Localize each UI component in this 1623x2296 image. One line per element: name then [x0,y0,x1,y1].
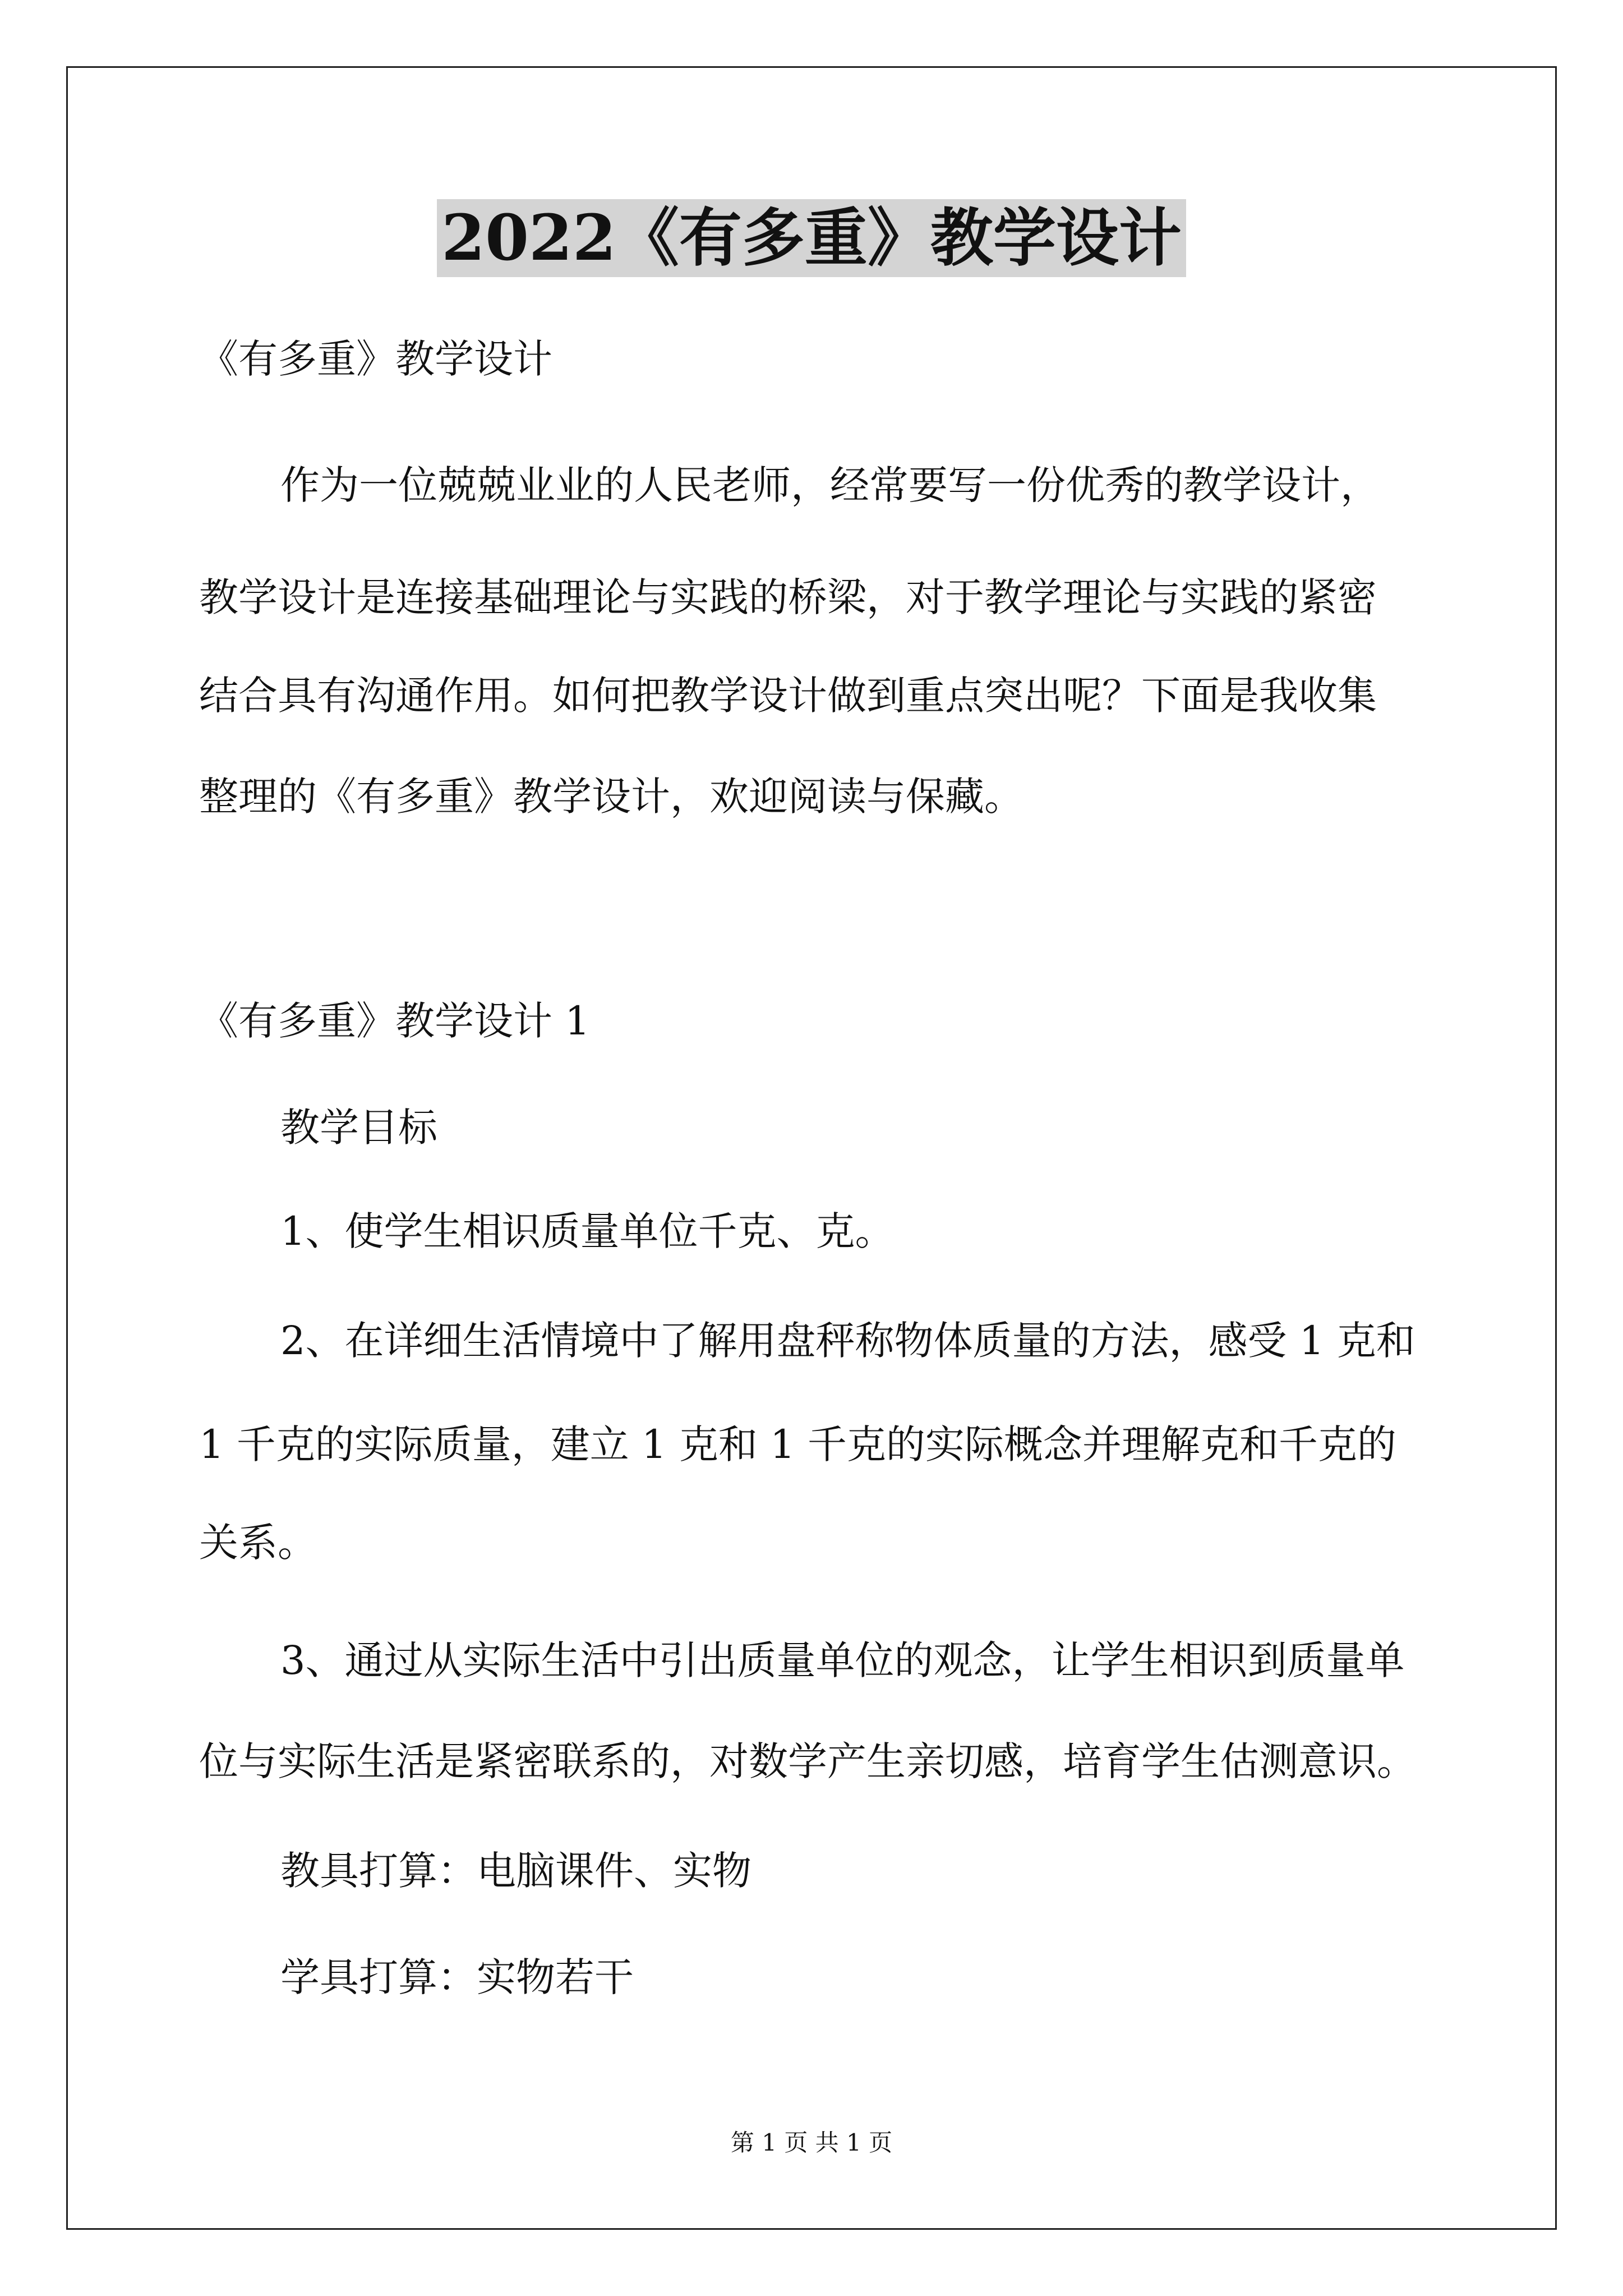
goal-3-line-1: 3、通过从实际生活中引出质量单位的观念，让学生相识到质量单 [280,1637,1405,1683]
intro-line-3: 结合具有沟通作用。如何把教学设计做到重点突出呢？下面是我收集 [199,673,1377,719]
goal-3-line-2: 位与实际生活是紧密联系的，对数学产生亲切感，培育学生估测意识。 [199,1738,1416,1784]
intro-line-2: 教学设计是连接基础理论与实践的桥梁，对于教学理论与实践的紧密 [199,574,1377,620]
goal-2-line-3: 关系。 [199,1520,317,1566]
subtitle: 《有多重》教学设计 [199,336,552,382]
goals-heading: 教学目标 [280,1105,437,1151]
page-footer: 第 1 页 共 1 页 [730,2129,893,2156]
goal-2-line-2: 1 千克的实际质量，建立 1 克和 1 千克的实际概念并理解克和千克的 [199,1421,1396,1467]
goal-1: 1、使学生相识质量单位千克、克。 [280,1208,895,1254]
section-heading: 《有多重》教学设计 1 [199,998,590,1044]
intro-line-1: 作为一位兢兢业业的人民老师，经常要写一份优秀的教学设计， [280,462,1380,508]
intro-line-4: 整理的《有多重》教学设计，欢迎阅读与保藏。 [199,774,1023,820]
goal-2-line-1: 2、在详细生活情境中了解用盘秤称物体质量的方法，感受 1 克和 [280,1318,1415,1364]
document-title [0,196,1623,280]
teaching-aids: 教具打算：电脑课件、实物 [280,1848,751,1894]
learning-aids: 学具打算：实物若干 [280,1954,634,2000]
document-title-text: 2022《有多重》教学设计 [437,199,1186,277]
